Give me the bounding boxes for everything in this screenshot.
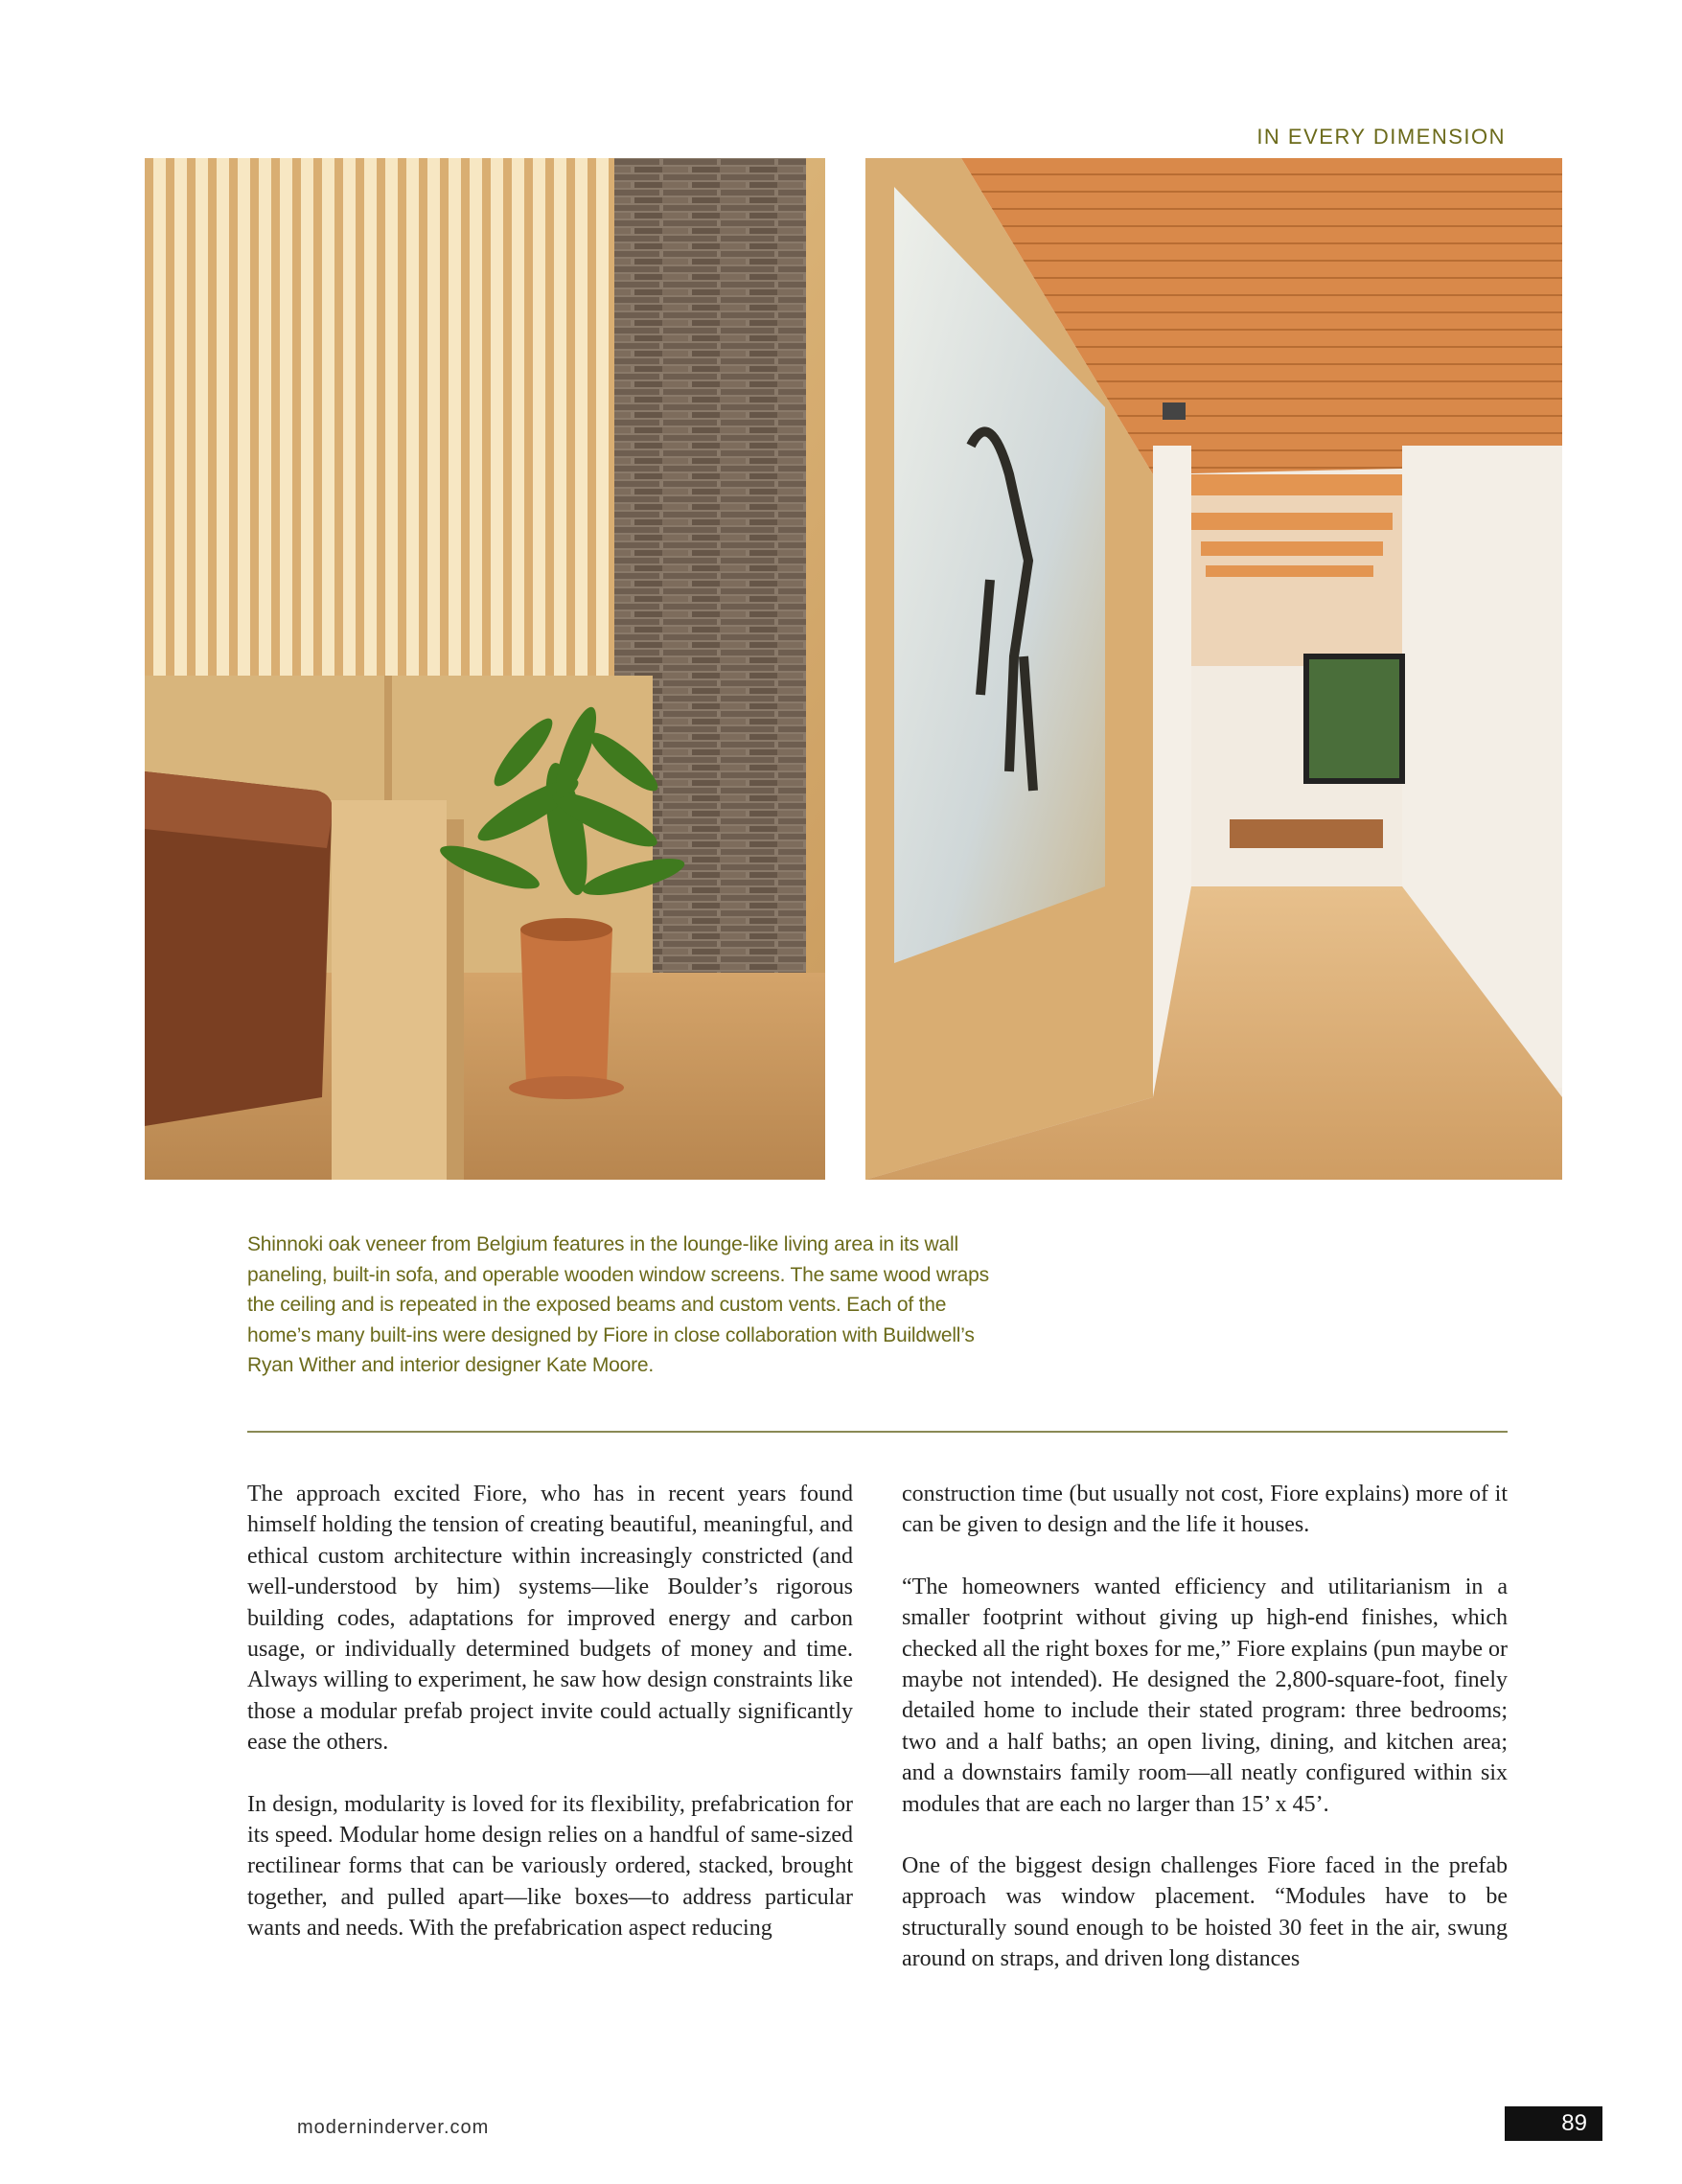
footer-url[interactable]: moderninderver.com xyxy=(297,2117,490,2138)
hallway-photo xyxy=(865,158,1562,1180)
photo-caption: Shinnoki oak veneer from Belgium features in the lounge-like living area in its wall paneling, built-in sofa, and operable wooden window screens. The same wood wraps the ceiling and is repeated in the exposed beams and custom vents. Each of the home’s many built-ins were designed by Fiore in close collaboration with Buildwell’s Ryan Wither and interior designer Kate Moore. xyxy=(247,1233,989,1376)
section-label: IN EVERY DIMENSION xyxy=(1256,125,1506,149)
paragraph: construction time (but usually not cost, Fiore explains) more of it can be given to design and the life it houses. xyxy=(902,1482,1508,1538)
paragraph: The approach excited Fiore, who has in recent years found himself holding the tension of creating beautiful, meaningful, and ethical custom architecture within increasingly constricted (and well-understood by him) systems—like Boulder’s rigorous building codes, adaptations for improved energy and carbon usage, or individually determined budgets of money and time. Always willing to experiment, he saw how design constraints like those a modular prefab project invite could actually significantly ease the others. xyxy=(247,1482,853,1756)
divider xyxy=(247,1431,1508,1433)
paragraph: “The homeowners wanted efficiency and utilitarianism in a smaller footprint without giving up high-end finishes, which checked all the right boxes for me,” Fiore explains (pun maybe or maybe not intended). He designed the 2,800-square-foot, finely detailed home to include their stated program: three bedrooms; two and a half baths; an open living, dining, and kitchen area; and a downstairs family room—all neatly configured within six modules that are each no larger than 15’ x 45’. xyxy=(902,1574,1508,1817)
living-room-photo xyxy=(145,158,825,1180)
article-column-left xyxy=(247,1479,853,1975)
article-column-right xyxy=(902,1479,1508,2006)
paragraph: In design, modularity is loved for its flexibility, prefabrication for its speed. Modular home design relies on a handful of same-sized rectilinear forms that can be variously ordered, stacked, brought together, and pulled apart—like boxes—to address particular wants and needs. With the prefabrication aspect reducing xyxy=(247,1791,853,1942)
paragraph: One of the biggest design challenges Fiore faced in the prefab approach was window placement. “Modules have to be structurally sound enough to be hoisted 30 feet in the air, swung around on straps, and driven long distances xyxy=(902,1853,1508,1972)
page-number: 89 xyxy=(1505,2106,1602,2141)
